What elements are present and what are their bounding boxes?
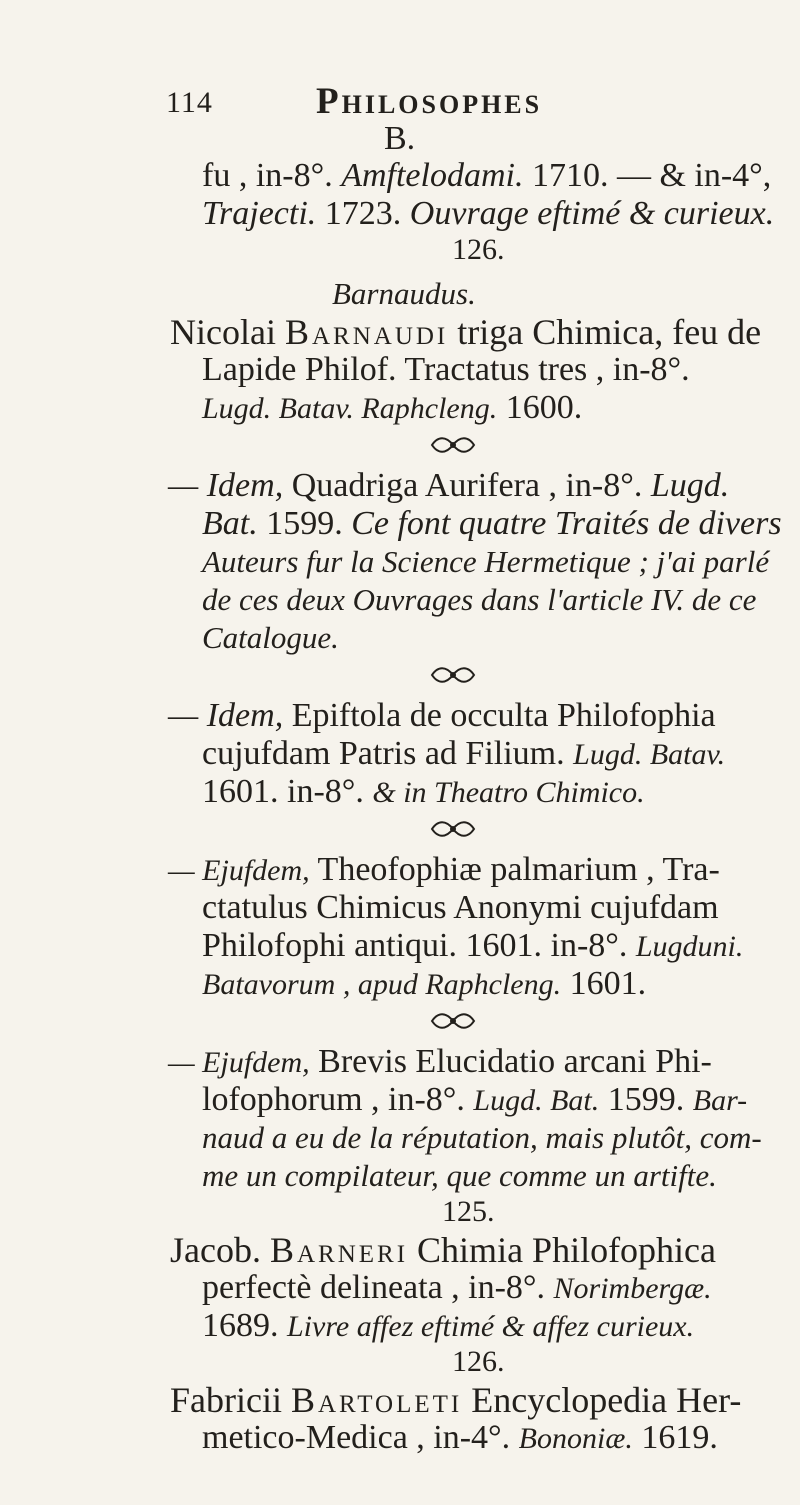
text-line-16: — Ejufdem, Theofophiæ palmarium , Tra- <box>168 851 720 888</box>
text-line-13: — Idem, Epiftola de occulta Philofophia <box>168 697 716 734</box>
text-line-12: Catalogue. <box>202 620 339 655</box>
text-line-1: fu , in-8°. Amftelodami. 1710. — & in-4°, <box>202 157 772 194</box>
text-line-23: me un compilateur, que comme un artifte. <box>202 1158 717 1193</box>
text-line-17: ctatulus Chimicus Anonymi cujufdam <box>202 889 719 926</box>
text-line-8: — Idem, Quadriga Aurifera , in-8°. Lugd. <box>168 467 730 504</box>
text-line-7: Lugd. Batav. Raphcleng. 1600. <box>202 389 583 426</box>
text-line-22: naud a eu de la réputation, mais plutôt, com- <box>202 1120 762 1155</box>
entry-heading: Barnaudus. <box>332 276 476 311</box>
text-line-19: Batavorum , apud Raphcleng. 1601. <box>202 965 647 1002</box>
text-line-14: cujufdam Patris ad Filium. Lugd. Batav. <box>202 735 726 772</box>
running-title: Philosophes <box>316 81 543 122</box>
text-line-21: lofophorum , in-8°. Lugd. Bat. 1599. Bar- <box>202 1081 748 1118</box>
text-line-10: Auteurs fur la Science Hermetique ; j'ai parlé <box>202 544 770 579</box>
text-line-26: perfectè delineata , in-8°. Norimbergæ. <box>202 1269 712 1306</box>
catalogue-number: 126. <box>452 233 505 266</box>
text-line-20: — Ejufdem, Brevis Elucidatio arcani Phi- <box>168 1043 712 1080</box>
text-line-5: Nicolai Barnaudi triga Chimica, feu de <box>170 312 762 352</box>
catalogue-number: 126. <box>452 1345 505 1378</box>
catalogue-number: 125. <box>442 1195 495 1228</box>
printers-flower-ornament-icon <box>428 818 478 840</box>
printers-flower-ornament-icon <box>428 1010 478 1032</box>
text-line-6: Lapide Philof. Tractatus tres , in-8°. <box>202 351 690 388</box>
printers-flower-ornament-icon <box>428 434 478 456</box>
text-line-9: Bat. 1599. Ce font quatre Traités de divers <box>202 505 782 542</box>
text-line-2: Trajecti. 1723. Ouvrage eftimé & curieux. <box>202 195 775 232</box>
text-line-30: metico-Medica , in-4°. Bononiæ. 1619. <box>202 1419 718 1456</box>
text-line-27: 1689. Livre affez eftimé & affez curieux. <box>202 1307 695 1344</box>
section-letter: B. <box>384 120 416 157</box>
text-line-15: 1601. in-8°. & in Theatro Chimico. <box>202 773 645 810</box>
text-line-18: Philofophi antiqui. 1601. in-8°. Lugduni. <box>202 927 744 964</box>
text-line-25: Jacob. Barneri Chimia Philofophica <box>170 1230 717 1270</box>
printers-flower-ornament-icon <box>428 664 478 686</box>
text-line-29: Fabricii Bartoleti Encyclopedia Her- <box>170 1380 742 1420</box>
text-line-11: de ces deux Ouvrages dans l'article IV. de ce <box>202 582 757 617</box>
page-number: 114 <box>166 86 213 119</box>
